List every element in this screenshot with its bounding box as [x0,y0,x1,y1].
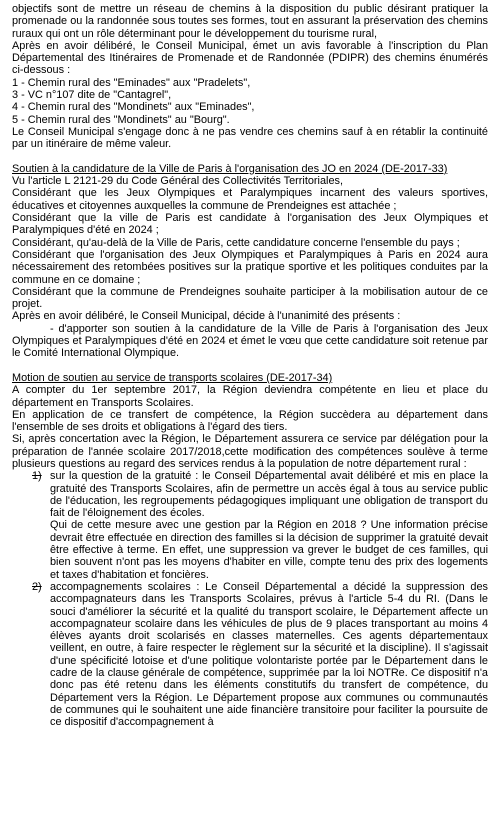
list-item-text: accompagnements scolaires : Le Conseil Départemental a décidé la suppression des accompagnateurs dans les Transports Scolaires, prévus à l'article 5-4 du RI. (Dans le souci d'améliorer la sécurité et la qualité du transport scolaire, le Département affecte un accompagnateur scolaire dans les véhicules de plus de 9 places transportant au moins 4 élèves ayants droit scolarisés en classes maternelles. Ces agents départementaux veillent, en outre, à faire respecter le règlement sur la sécurité et la discipline). Il s'agissait d'une spécificité lotoise et d'une politique volontariste portée par le Département dans le cadre de la clause générale de compétence, supprimée par la loi NOTRe. Ce dispositif n'a donc pas été retenu dans les éléments constitutifs du transfert de compétence, du Département vers la Région. Le Département propose aux communes ou communautés de communes qui le souhaitent une aide financière transitoire pour faciliter la poursuite de ce dispositif d'accompagnement à [50,580,488,729]
transports-paragraph: A compter du 1er septembre 2017, la Région deviendra compétente en lieu et place du département en Transports Scolaires. [12,384,488,409]
path-item: 3 - VC n°107 dite de "Cantagrel", [12,89,172,102]
jo-paragraph: Considérant, qu'au-delà de la Ville de Paris, cette candidature concerne l'ensemble du pays ; [12,236,460,249]
jo-decision: - d'apporter son soutien à la candidature de la Ville de Paris à l'organisation des Jeux Olympiques et Paralympiques d'été en 2024 et émet le vœu que cette candidature soit retenue par le Comité International Olympique. [12,322,488,360]
path-item: 1 - Chemin rural des "Eminades" aux "Pradelets", [12,76,251,89]
jo-paragraph: Vu l'article L 2121-29 du Code Général des Collectivités Territoriales, [12,175,343,188]
list-item-gratuite [12,470,488,581]
transports-paragraph: En application de ce transfert de compétence, la Région succèdera au département dans l'ensemble de ses droits et obligations à l'égard des tiers. [12,408,488,434]
list-item-accompagnements [12,581,488,729]
path-item: 5 - Chemin rural des "Mondinets" au "Bourg". [12,113,230,126]
intro-deliberation: Après en avoir délibéré, le Conseil Municipal, émet un avis favorable à l'inscription du Plan Départemental des Itinéraires de Promenade et de Randonnée (PDIPR) des chemins énumérés ci-dessous : [12,39,488,77]
list-marker: 1) [32,470,42,483]
intro-commitment: Le Conseil Municipal s'engage donc à ne pas vendre ces chemins sauf à en rétablir la continuité par un itinéraire de même valeur. [12,125,488,151]
section-title-jo: Soutien à la candidature de la Ville de Paris à l'organisation des JO en 2024 (DE-2017-33) [12,162,448,175]
list-item-text: sur la question de la gratuité : le Conseil Départemental avait délibéré et mis en place la gratuité des Transports Scolaires, afin de permettre un accès égal à tous au service public de l'éducation, les regroupements pédagogiques impliquant une obligation de transport du fait de l'éloignement des écoles. [50,470,488,520]
jo-paragraph: Considérant que les Jeux Olympiques et Paralympiques incarnent des valeurs sportives, éducatives et citoyennes auxquelles la commune de Prendeignes est attachée ; [12,187,488,212]
list-item-continuation: Qui de cette mesure avec une gestion par la Région en 2018 ? Une information précise devrait être effectuée en direction des familles si la décision de supprimer la gratuité devait être effective à terme. En effet, une suppression va grever le budget de ces familles, qui bien souvent n'ont pas les moyens d'habiter en ville, compte tenu des prix des logements et taxes d'habitation et foncières. [50,519,488,581]
jo-deliberation: Après en avoir délibéré, le Conseil Municipal, décide à l'unanimité des présents : [12,310,401,323]
path-item: 4 - Chemin rural des "Mondinets" aux "Eminades", [12,101,255,114]
jo-paragraph: Considérant que la commune de Prendeignes souhaite participer à la mobilisation autour de ce projet. [12,285,488,311]
intro-paragraph: objectifs sont de mettre un réseau de chemins à la disposition du public désirant pratiquer la promenade ou la randonnée sous toutes ses formes, tout en assurant la préservation des chemins ruraux qui ont un rôle déterminant pour le développement du tourisme rural, [12,3,488,40]
document-page [12,3,488,729]
transports-paragraph: Si, après concertation avec la Région, le Département assurera ce service par délégation pour la préparation de l'année scolaire 2017/2018,cette modification des compétences soulève à terme plusieurs questions au regard des services rendus à la population de notre département rural : [12,433,488,470]
jo-paragraph: Considérant que la ville de Paris est candidate à l'organisation des Jeux Olympiques et Paralympiques d'été en 2024 ; [12,212,488,237]
list-marker: 2) [32,580,42,593]
jo-paragraph: Considérant que l'organisation des Jeux Olympiques et Paralympiques à Paris en 2024 aura nécessairement des retombées positives sur la pratique sportive et les politiques conduites par la commune en ce domaine ; [12,248,488,286]
section-title-transports: Motion de soutien au service de transports scolaires (DE-2017-34) [12,371,333,384]
